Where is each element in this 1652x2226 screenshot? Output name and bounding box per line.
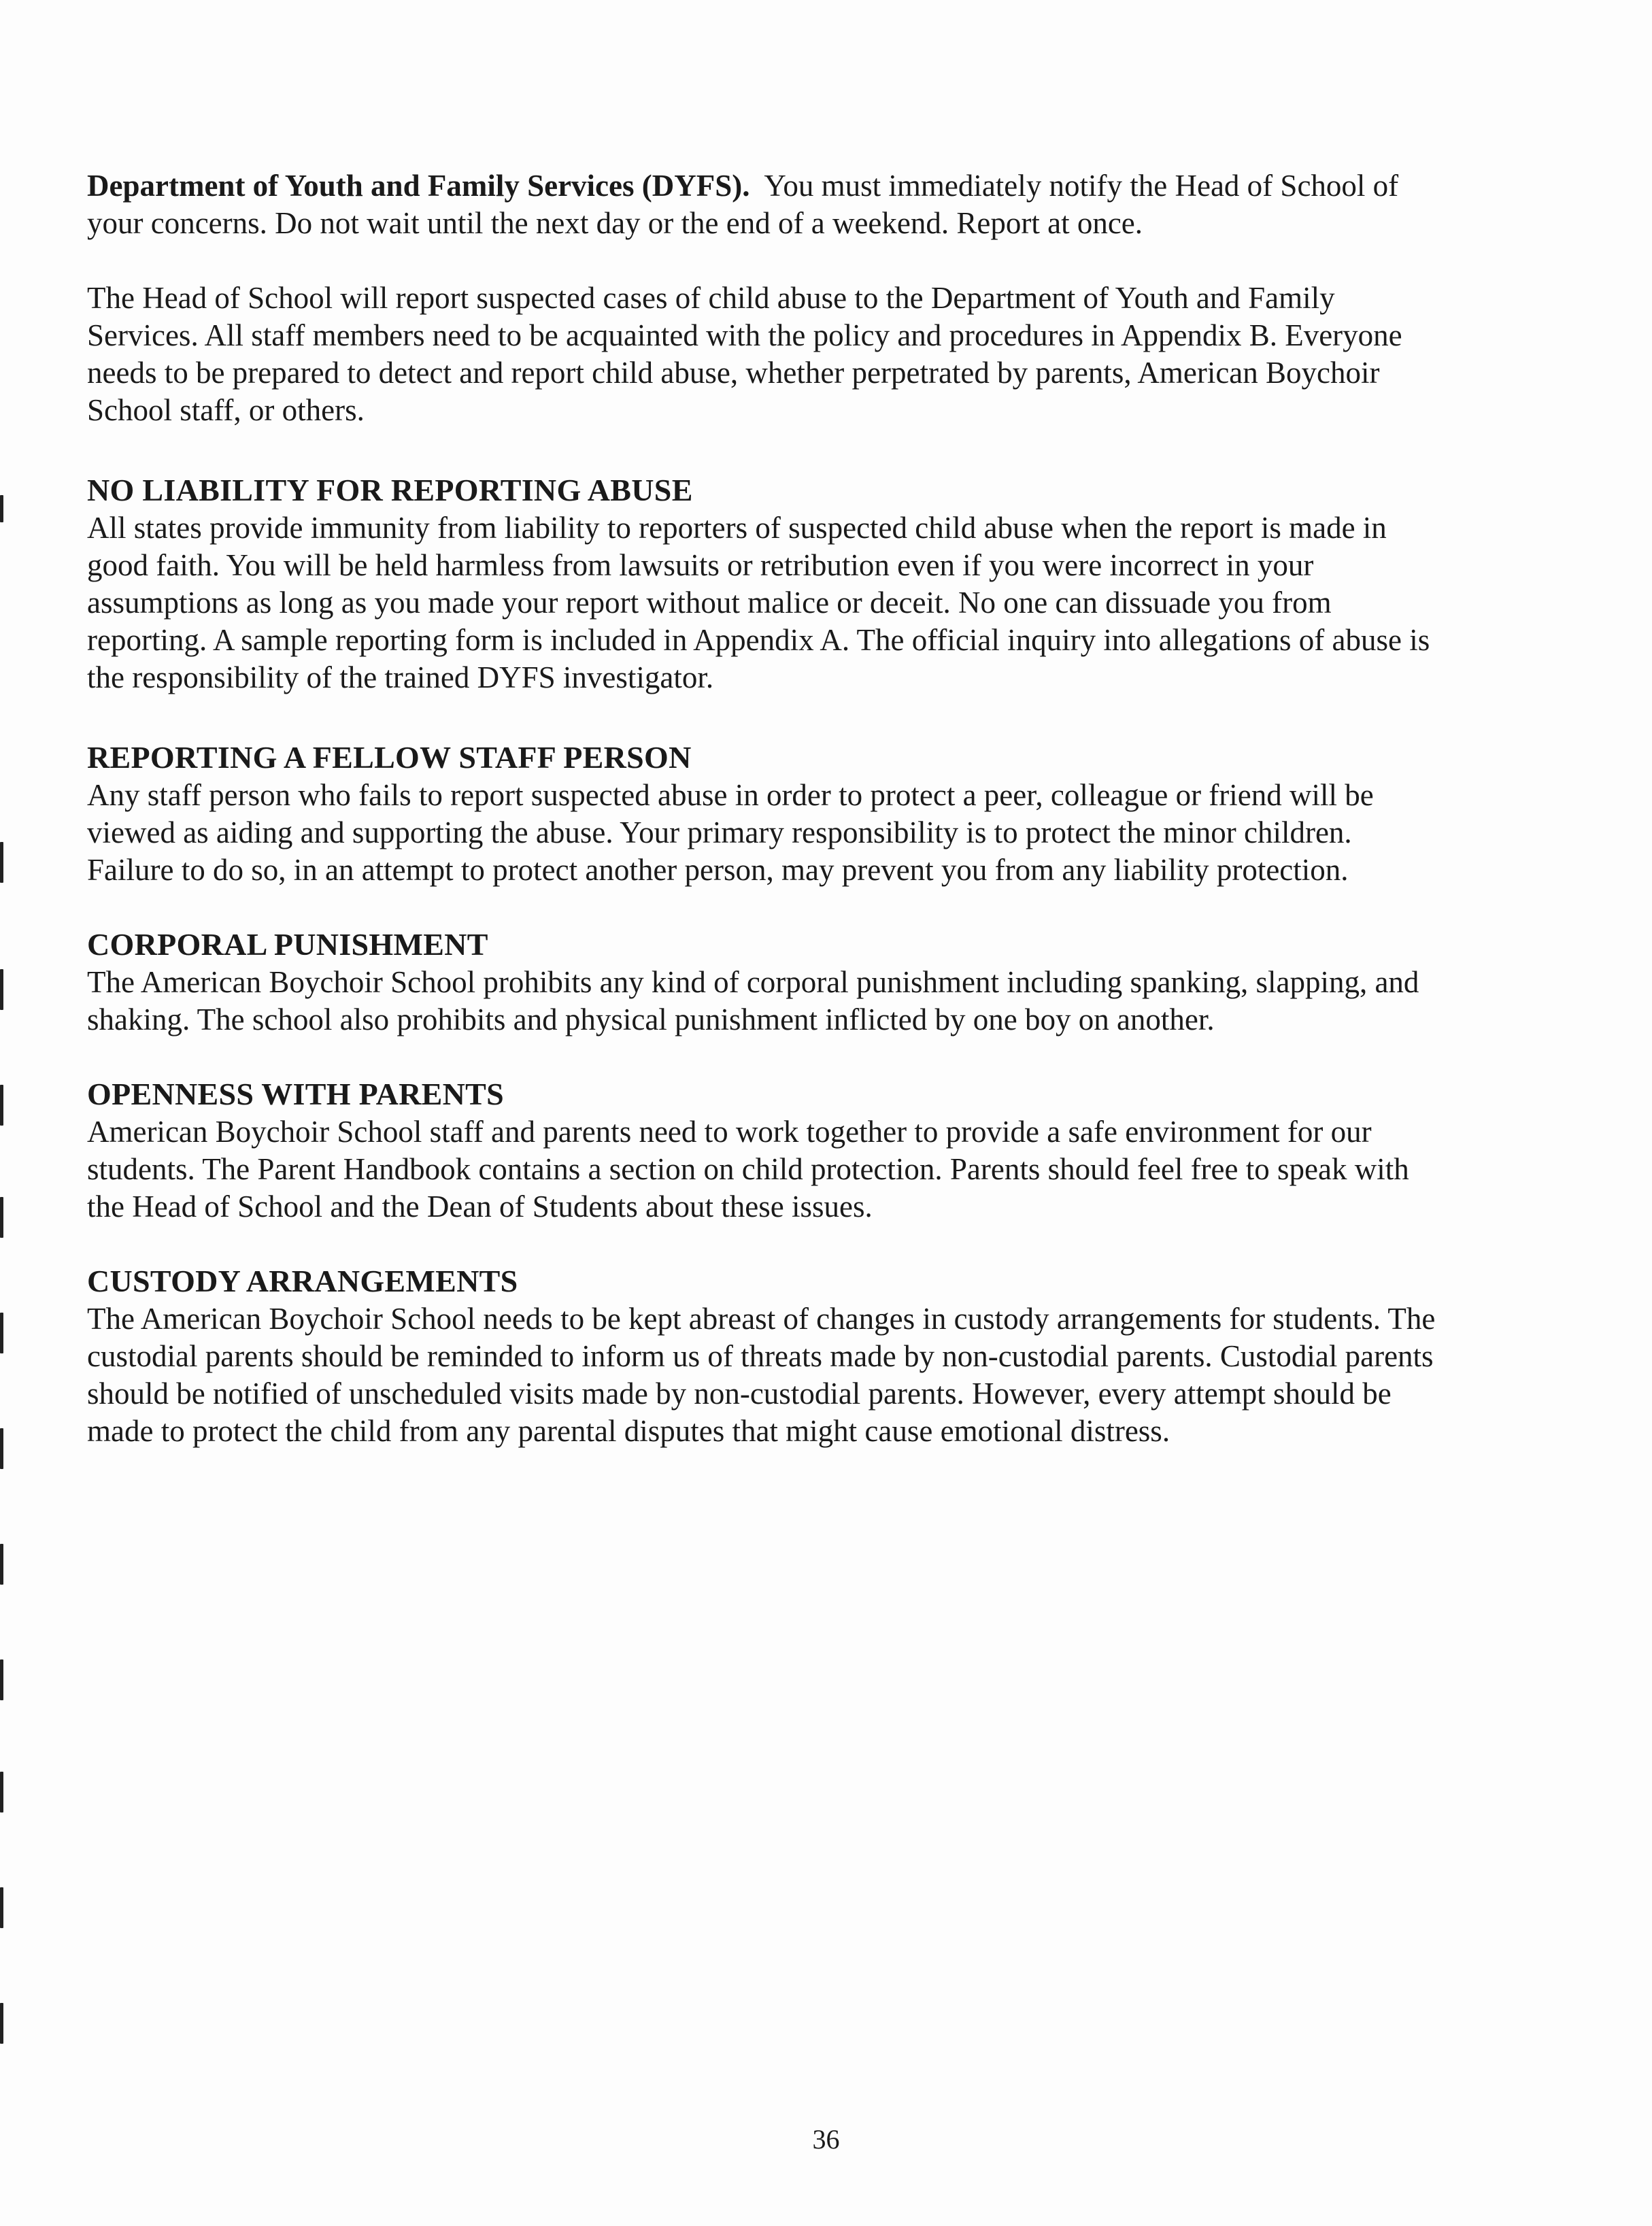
- binding-mark: [0, 969, 3, 1010]
- section-body: [87, 509, 1570, 696]
- section-body: [87, 777, 1570, 889]
- section-heading: REPORTING A FELLOW STAFF PERSON: [87, 740, 692, 775]
- binding-mark: [0, 1085, 3, 1126]
- binding-mark: [0, 1544, 3, 1585]
- section-line: American Boychoir School staff and parents need to work together to provide a safe environment for our: [87, 1115, 1372, 1149]
- binding-mark: [0, 1313, 3, 1353]
- section-body: [87, 964, 1570, 1039]
- section-line: assumptions as long as you made your report without malice or deceit. No one can dissuade you from: [87, 586, 1332, 620]
- binding-mark: [0, 1428, 3, 1469]
- section-heading: OPENNESS WITH PARENTS: [87, 1077, 504, 1111]
- section-reporting-fellow-staff: [87, 739, 1570, 889]
- binding-mark: [0, 1659, 3, 1700]
- section-openness-with-parents: [87, 1075, 1570, 1226]
- intro-line-1: [87, 167, 1570, 205]
- section-heading: CORPORAL PUNISHMENT: [87, 927, 488, 962]
- intro-bold-lead: Department of Youth and Family Services (DYFS).: [87, 169, 750, 203]
- para-line: Services. All staff members need to be acquainted with the policy and procedures in Appendix B. Everyone: [87, 318, 1402, 352]
- section-line: students. The Parent Handbook contains a section on child protection. Parents should feel free to speak with: [87, 1152, 1409, 1186]
- intro-line-1-rest: You must immediately notify the Head of School of: [749, 169, 1399, 203]
- binding-mark: [0, 1197, 3, 1238]
- binding-mark: [0, 1887, 3, 1928]
- intro-line-2: your concerns. Do not wait until the next day or the end of a weekend. Report at once.: [87, 206, 1143, 240]
- binding-mark: [0, 1772, 3, 1812]
- intro-paragraph: [87, 167, 1570, 242]
- section-line: the responsibility of the trained DYFS investigator.: [87, 660, 714, 694]
- para-line: The Head of School will report suspected cases of child abuse to the Department of Youth and Family: [87, 281, 1335, 315]
- head-of-school-paragraph: [87, 280, 1570, 429]
- section-line: custodial parents should be reminded to inform us of threats made by non-custodial parents. Custodial parents: [87, 1339, 1434, 1373]
- section-no-liability: [87, 471, 1570, 696]
- section-line: All states provide immunity from liability to reporters of suspected child abuse when the report is made in: [87, 511, 1387, 545]
- page-number: 36: [812, 2124, 840, 2155]
- para-line: needs to be prepared to detect and report child abuse, whether perpetrated by parents, American Boychoir: [87, 356, 1380, 390]
- binding-mark: [0, 2003, 3, 2044]
- section-line: made to protect the child from any parental disputes that might cause emotional distress.: [87, 1414, 1170, 1448]
- section-body: [87, 1300, 1570, 1450]
- section-line: shaking. The school also prohibits and physical punishment inflicted by one boy on another.: [87, 1002, 1215, 1036]
- section-line: Failure to do so, in an attempt to protect another person, may prevent you from any liability protection.: [87, 853, 1349, 887]
- page-content: [87, 167, 1570, 1450]
- section-custody-arrangements: [87, 1262, 1570, 1450]
- section-line: good faith. You will be held harmless from lawsuits or retribution even if you were incorrect in your: [87, 548, 1314, 582]
- section-line: Any staff person who fails to report suspected abuse in order to protect a peer, colleague or friend will be: [87, 778, 1374, 812]
- binding-mark: [0, 842, 3, 883]
- para-line: School staff, or others.: [87, 393, 365, 427]
- section-heading: NO LIABILITY FOR REPORTING ABUSE: [87, 473, 693, 507]
- section-line: The American Boychoir School prohibits any kind of corporal punishment including spanking, slapping, and: [87, 965, 1419, 999]
- section-line: viewed as aiding and supporting the abuse. Your primary responsibility is to protect the minor children.: [87, 815, 1352, 849]
- binding-mark: [0, 495, 3, 522]
- section-heading: CUSTODY ARRANGEMENTS: [87, 1264, 518, 1298]
- section-line: reporting. A sample reporting form is included in Appendix A. The official inquiry into allegations of abuse is: [87, 623, 1430, 657]
- section-line: The American Boychoir School needs to be kept abreast of changes in custody arrangements for students. The: [87, 1302, 1436, 1336]
- section-corporal-punishment: [87, 926, 1570, 1039]
- section-body: [87, 1113, 1570, 1226]
- section-line: should be notified of unscheduled visits made by non-custodial parents. However, every attempt should be: [87, 1377, 1392, 1411]
- section-line: the Head of School and the Dean of Students about these issues.: [87, 1190, 873, 1224]
